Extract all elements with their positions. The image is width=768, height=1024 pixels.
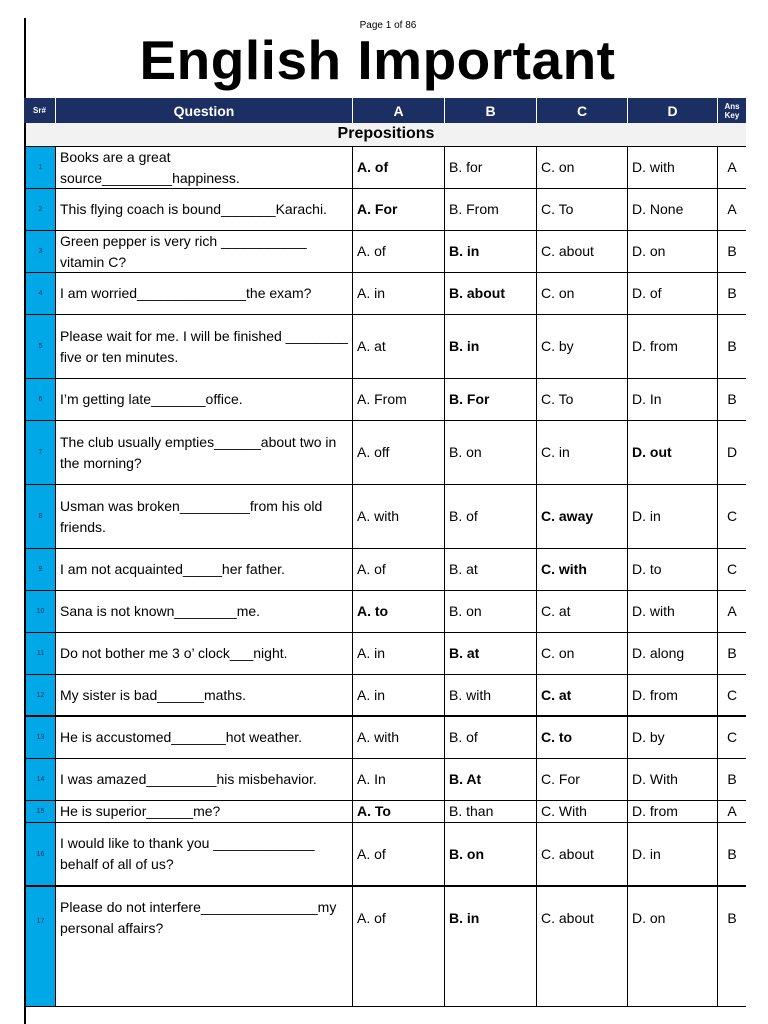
table-row [24, 591, 746, 633]
question-number: 1 [24, 147, 56, 188]
question-number: 15 [24, 801, 56, 822]
option-d: D. with [628, 591, 718, 632]
question-number: 4 [24, 273, 56, 314]
question-number: 10 [24, 591, 56, 632]
option-c: C. at [537, 591, 628, 632]
option-b: B. at [445, 549, 537, 590]
option-c: C. with [537, 549, 628, 590]
question-text: I am not acquainted_____her father. [56, 549, 353, 590]
header-sr: Sr# [24, 98, 56, 123]
option-d: D. in [628, 823, 718, 885]
question-text: Usman was broken_________from his old friends. [56, 485, 353, 548]
header-d: D [628, 98, 718, 123]
header-a: A [353, 98, 445, 123]
question-text: This flying coach is bound_______Karachi. [56, 189, 353, 230]
table-row [24, 189, 746, 231]
option-d: D. With [628, 759, 718, 800]
answer-key: B [727, 243, 737, 259]
option-b: B. in [445, 887, 537, 1006]
option-d: D. in [628, 485, 718, 548]
question-number: 7 [24, 421, 56, 484]
answer-key: D [726, 444, 738, 460]
option-b: B. of [445, 485, 537, 548]
option-c: C. For [537, 759, 628, 800]
option-d: D. from [628, 801, 718, 822]
question-number: 6 [24, 379, 56, 420]
table-row [24, 485, 746, 549]
answer-key: C [726, 729, 738, 745]
option-c: C. about [537, 231, 628, 272]
section-heading: Prepositions [24, 123, 746, 147]
table-row [24, 147, 746, 189]
page-number: Page 1 of 86 [359, 20, 417, 31]
question-text: I would like to thank you _____________ behalf of all of us? [56, 823, 353, 885]
table-body [24, 147, 746, 1007]
table-row [24, 315, 746, 379]
question-number: 3 [24, 231, 56, 272]
option-a: A. of [353, 147, 445, 188]
option-d: D. from [628, 675, 718, 715]
option-d: D. along [628, 633, 718, 674]
option-b: B. at [445, 633, 537, 674]
option-c: C. away [537, 485, 628, 548]
question-text: I am worried______________the exam? [56, 273, 353, 314]
table-header [24, 98, 746, 123]
question-number: 8 [24, 485, 56, 548]
option-b: B. than [445, 801, 537, 822]
question-number: 14 [24, 759, 56, 800]
answer-key: B [727, 910, 737, 926]
option-c: C. on [537, 147, 628, 188]
option-b: B. on [445, 591, 537, 632]
option-c: C. by [537, 315, 628, 378]
option-d: D. with [628, 147, 718, 188]
option-c: C. about [537, 823, 628, 885]
question-text: Sana is not known________me. [56, 591, 353, 632]
question-number: 16 [24, 823, 56, 885]
option-b: B. For [445, 379, 537, 420]
option-d: D. to [628, 549, 718, 590]
question-table [24, 98, 746, 1007]
answer-key: A [727, 159, 737, 175]
table-row [24, 231, 746, 273]
question-text: Please wait for me. I will be finished ________ five or ten minutes. [56, 315, 353, 378]
table-row [24, 379, 746, 421]
answer-key: B [727, 771, 737, 787]
question-text: Green pepper is very rich ___________ vitamin C? [56, 231, 353, 272]
option-d: D. on [628, 887, 718, 1006]
table-row [24, 549, 746, 591]
option-a: A. to [353, 591, 445, 632]
option-b: B. of [445, 717, 537, 758]
option-b: B. At [445, 759, 537, 800]
option-a: A. with [353, 485, 445, 548]
option-a: A. For [353, 189, 445, 230]
table-row [24, 675, 746, 717]
header-b: B [445, 98, 537, 123]
question-number: 5 [24, 315, 56, 378]
question-text: I’m getting late_______office. [56, 379, 353, 420]
option-a: A. of [353, 231, 445, 272]
option-c: C. about [537, 887, 628, 1006]
answer-key: B [727, 645, 737, 661]
option-c: C. With [537, 801, 628, 822]
option-b: B. for [445, 147, 537, 188]
option-d: D. of [628, 273, 718, 314]
option-b: B. in [445, 315, 537, 378]
option-a: A. in [353, 633, 445, 674]
option-c: C. on [537, 633, 628, 674]
option-a: A. in [353, 273, 445, 314]
question-number: 13 [24, 717, 56, 758]
question-text: He is accustomed_______hot weather. [56, 717, 353, 758]
answer-key: A [727, 603, 737, 619]
option-b: B. on [445, 421, 537, 484]
page-title: English Important [139, 29, 616, 91]
answer-key: C [726, 686, 738, 703]
answer-key: A [727, 803, 737, 819]
option-a: A. at [353, 315, 445, 378]
question-number: 17 [24, 887, 56, 1006]
option-b: B. about [445, 273, 537, 314]
option-b: B. From [445, 189, 537, 230]
answer-key: C [726, 561, 738, 577]
question-number: 12 [24, 675, 56, 715]
question-text: Books are a great source_________happiness. [56, 147, 353, 188]
question-text: He is superior______me? [56, 801, 353, 822]
question-number: 11 [24, 633, 56, 674]
answer-key: B [727, 285, 737, 301]
option-a: A. off [353, 421, 445, 484]
option-a: A. From [353, 379, 445, 420]
table-row [24, 801, 746, 823]
option-a: A. with [353, 717, 445, 758]
option-d: D. by [628, 717, 718, 758]
table-row [24, 823, 746, 887]
option-a: A. In [353, 759, 445, 800]
option-a: A. To [353, 801, 445, 822]
question-text: Please do not interfere_______________my personal affairs? [56, 887, 353, 1006]
question-text: The club usually empties______about two in the morning? [56, 421, 353, 484]
header-c: C [537, 98, 628, 123]
option-d: D. None [628, 189, 718, 230]
option-d: D. on [628, 231, 718, 272]
option-a: A. in [353, 675, 445, 715]
option-d: D. from [628, 315, 718, 378]
question-text: My sister is bad______maths. [56, 675, 353, 715]
option-a: A. of [353, 887, 445, 1006]
question-text: I was amazed_________his misbehavior. [56, 759, 353, 800]
option-c: C. in [537, 421, 628, 484]
table-row [24, 759, 746, 801]
question-number: 2 [24, 189, 56, 230]
option-a: A. of [353, 549, 445, 590]
option-b: B. on [445, 823, 537, 885]
answer-key: B [727, 338, 737, 354]
header-question: Question [56, 98, 353, 123]
answer-key: B [727, 391, 737, 407]
option-d: D. In [628, 379, 718, 420]
table-row [24, 421, 746, 485]
question-text: Do not bother me 3 o’ clock___night. [56, 633, 353, 674]
table-row [24, 273, 746, 315]
table-row [24, 633, 746, 675]
option-b: B. in [445, 231, 537, 272]
question-number: 9 [24, 549, 56, 590]
table-row [24, 717, 746, 759]
option-a: A. of [353, 823, 445, 885]
table-row [24, 887, 746, 1007]
option-b: B. with [445, 675, 537, 715]
option-c: C. to [537, 717, 628, 758]
option-c: C. at [537, 675, 628, 715]
option-d: D. out [628, 421, 718, 484]
answer-key: C [726, 508, 738, 524]
left-border-tail [24, 1005, 26, 1024]
option-c: C. To [537, 379, 628, 420]
option-c: C. on [537, 273, 628, 314]
header-answer-key: Ans Key [724, 101, 740, 120]
option-c: C. To [537, 189, 628, 230]
answer-key: A [727, 201, 737, 217]
answer-key: B [727, 845, 737, 862]
